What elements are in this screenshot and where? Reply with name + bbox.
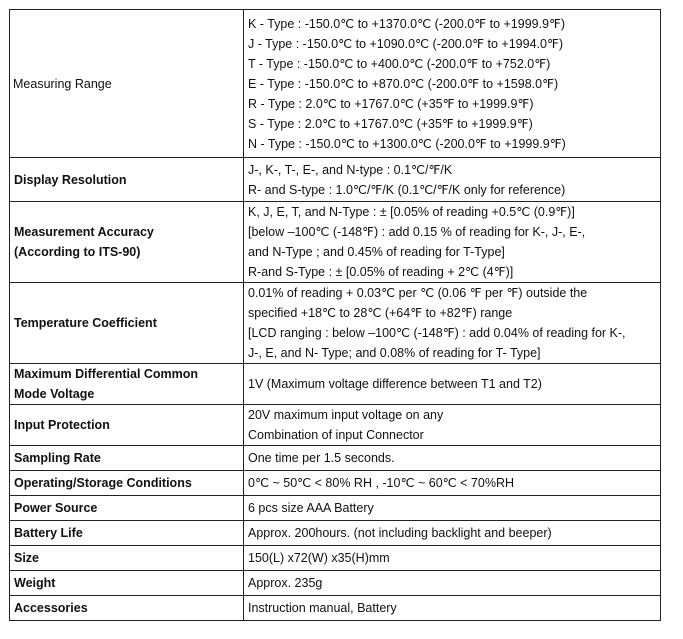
spec-label bbox=[10, 571, 244, 596]
spec-value-line: Instruction manual, Battery bbox=[248, 601, 397, 615]
spec-row bbox=[10, 283, 661, 364]
spec-label bbox=[10, 546, 244, 571]
spec-row bbox=[10, 158, 661, 202]
spec-value bbox=[244, 571, 661, 596]
spec-row bbox=[10, 202, 661, 283]
spec-label-line: Sampling Rate bbox=[14, 451, 101, 465]
spec-value-line: Approx. 200hours. (not including backlight and beeper) bbox=[248, 526, 552, 540]
spec-label-line: Battery Life bbox=[14, 526, 83, 540]
spec-value bbox=[244, 158, 661, 202]
spec-row bbox=[10, 405, 661, 446]
spec-row bbox=[10, 521, 661, 546]
spec-value-line: S - Type : 2.0℃ to +1767.0℃ (+35℉ to +1999.9℉) bbox=[248, 116, 533, 131]
spec-value-line: 20V maximum input voltage on any bbox=[248, 408, 444, 422]
spec-label bbox=[10, 521, 244, 546]
spec-label bbox=[10, 596, 244, 621]
spec-label-line: Measuring Range bbox=[13, 76, 112, 91]
spec-value bbox=[244, 202, 661, 283]
spec-row bbox=[10, 446, 661, 471]
spec-value-line: and N-Type ; and 0.45% of reading for T-Type] bbox=[248, 245, 505, 259]
spec-value-line: N - Type : -150.0℃ to +1300.0℃ (-200.0℉ to +1999.9℉) bbox=[248, 136, 566, 151]
spec-label-line: Weight bbox=[14, 576, 56, 590]
spec-label-line: Temperature Coefficient bbox=[14, 316, 157, 330]
spec-row bbox=[10, 596, 661, 621]
spec-label-line: (According to ITS-90) bbox=[14, 245, 141, 259]
spec-label-line: Size bbox=[14, 551, 40, 565]
spec-value-line: R - Type : 2.0℃ to +1767.0℃ (+35℉ to +1999.9℉) bbox=[248, 96, 534, 111]
spec-value bbox=[244, 10, 661, 158]
specification-table bbox=[9, 9, 661, 621]
spec-label-line: Input Protection bbox=[14, 418, 110, 432]
spec-value-line: Approx. 235g bbox=[248, 576, 323, 590]
spec-row bbox=[10, 10, 661, 158]
spec-row bbox=[10, 364, 661, 405]
spec-row bbox=[10, 496, 661, 521]
spec-value bbox=[244, 596, 661, 621]
specification-table-body bbox=[10, 10, 661, 621]
spec-label bbox=[10, 446, 244, 471]
spec-value-line: J-, K-, T-, E-, and N-type : 0.1℃/℉/K bbox=[248, 162, 453, 177]
spec-value-line: J - Type : -150.0℃ to +1090.0℃ (-200.0℉ to +1994.0℉) bbox=[248, 36, 564, 51]
spec-label bbox=[10, 471, 244, 496]
spec-value-line: K - Type : -150.0℃ to +1370.0℃ (-200.0℉ to +1999.9℉) bbox=[248, 16, 566, 31]
spec-row bbox=[10, 571, 661, 596]
spec-label-line: Measurement Accuracy bbox=[14, 225, 154, 239]
spec-value-line: E - Type : -150.0℃ to +870.0℃ (-200.0℉ to +1598.0℉) bbox=[248, 76, 559, 91]
spec-label bbox=[10, 364, 244, 405]
spec-label bbox=[10, 405, 244, 446]
spec-value bbox=[244, 446, 661, 471]
spec-value-line: T - Type : -150.0℃ to +400.0℃ (-200.0℉ to +752.0℉) bbox=[248, 56, 551, 71]
spec-value bbox=[244, 364, 661, 405]
spec-label bbox=[10, 202, 244, 283]
spec-label-line: Operating/Storage Conditions bbox=[14, 476, 192, 490]
spec-value-line: 6 pcs size AAA Battery bbox=[248, 501, 374, 515]
spec-value-line: R-and S-Type : ± [0.05% of reading + 2℃ (4℉)] bbox=[248, 265, 514, 279]
spec-value bbox=[244, 471, 661, 496]
spec-row bbox=[10, 546, 661, 571]
spec-value bbox=[244, 283, 661, 364]
spec-value-line: 1V (Maximum voltage difference between T1 and T2) bbox=[248, 377, 542, 391]
spec-value bbox=[244, 496, 661, 521]
spec-row bbox=[10, 471, 661, 496]
spec-value bbox=[244, 546, 661, 571]
spec-value-line: One time per 1.5 seconds. bbox=[248, 451, 395, 465]
spec-label bbox=[10, 10, 244, 158]
spec-label-line: Maximum Differential Common bbox=[14, 367, 199, 381]
spec-value bbox=[244, 405, 661, 446]
spec-value-line: K, J, E, T, and N-Type : ± [0.05% of reading +0.5℃ (0.9℉)] bbox=[248, 205, 575, 219]
spec-value-line: J-, E, and N- Type; and 0.08% of reading for T- Type] bbox=[248, 346, 541, 360]
spec-label-line: Accessories bbox=[14, 601, 88, 615]
spec-value-line: [below –100℃ (-148℉) : add 0.15 % of reading for K-, J-, E-, bbox=[248, 225, 586, 239]
spec-value-line: R- and S-type : 1.0℃/℉/K (0.1℃/℉/K only for reference) bbox=[248, 182, 566, 197]
spec-value-line: 150(L) x72(W) x35(H)mm bbox=[248, 551, 390, 565]
spec-label-line: Power Source bbox=[14, 501, 98, 515]
spec-value-line: specified +18℃ to 28℃ (+64℉ to +82℉) range bbox=[248, 306, 513, 320]
spec-value bbox=[244, 521, 661, 546]
spec-value-line: 0℃ ~ 50℃ < 80% RH , -10℃ ~ 60℃ < 70%RH bbox=[248, 476, 514, 490]
spec-label-line: Display Resolution bbox=[14, 172, 127, 187]
spec-value-line: Combination of input Connector bbox=[248, 428, 424, 442]
spec-label bbox=[10, 283, 244, 364]
spec-label-line: Mode Voltage bbox=[14, 387, 95, 401]
spec-label bbox=[10, 496, 244, 521]
spec-label bbox=[10, 158, 244, 202]
spec-value-line: [LCD ranging : below –100℃ (-148℉) : add 0.04% of reading for K-, bbox=[248, 326, 626, 340]
spec-value-line: 0.01% of reading + 0.03℃ per ℃ (0.06 ℉ per ℉) outside the bbox=[248, 286, 588, 300]
